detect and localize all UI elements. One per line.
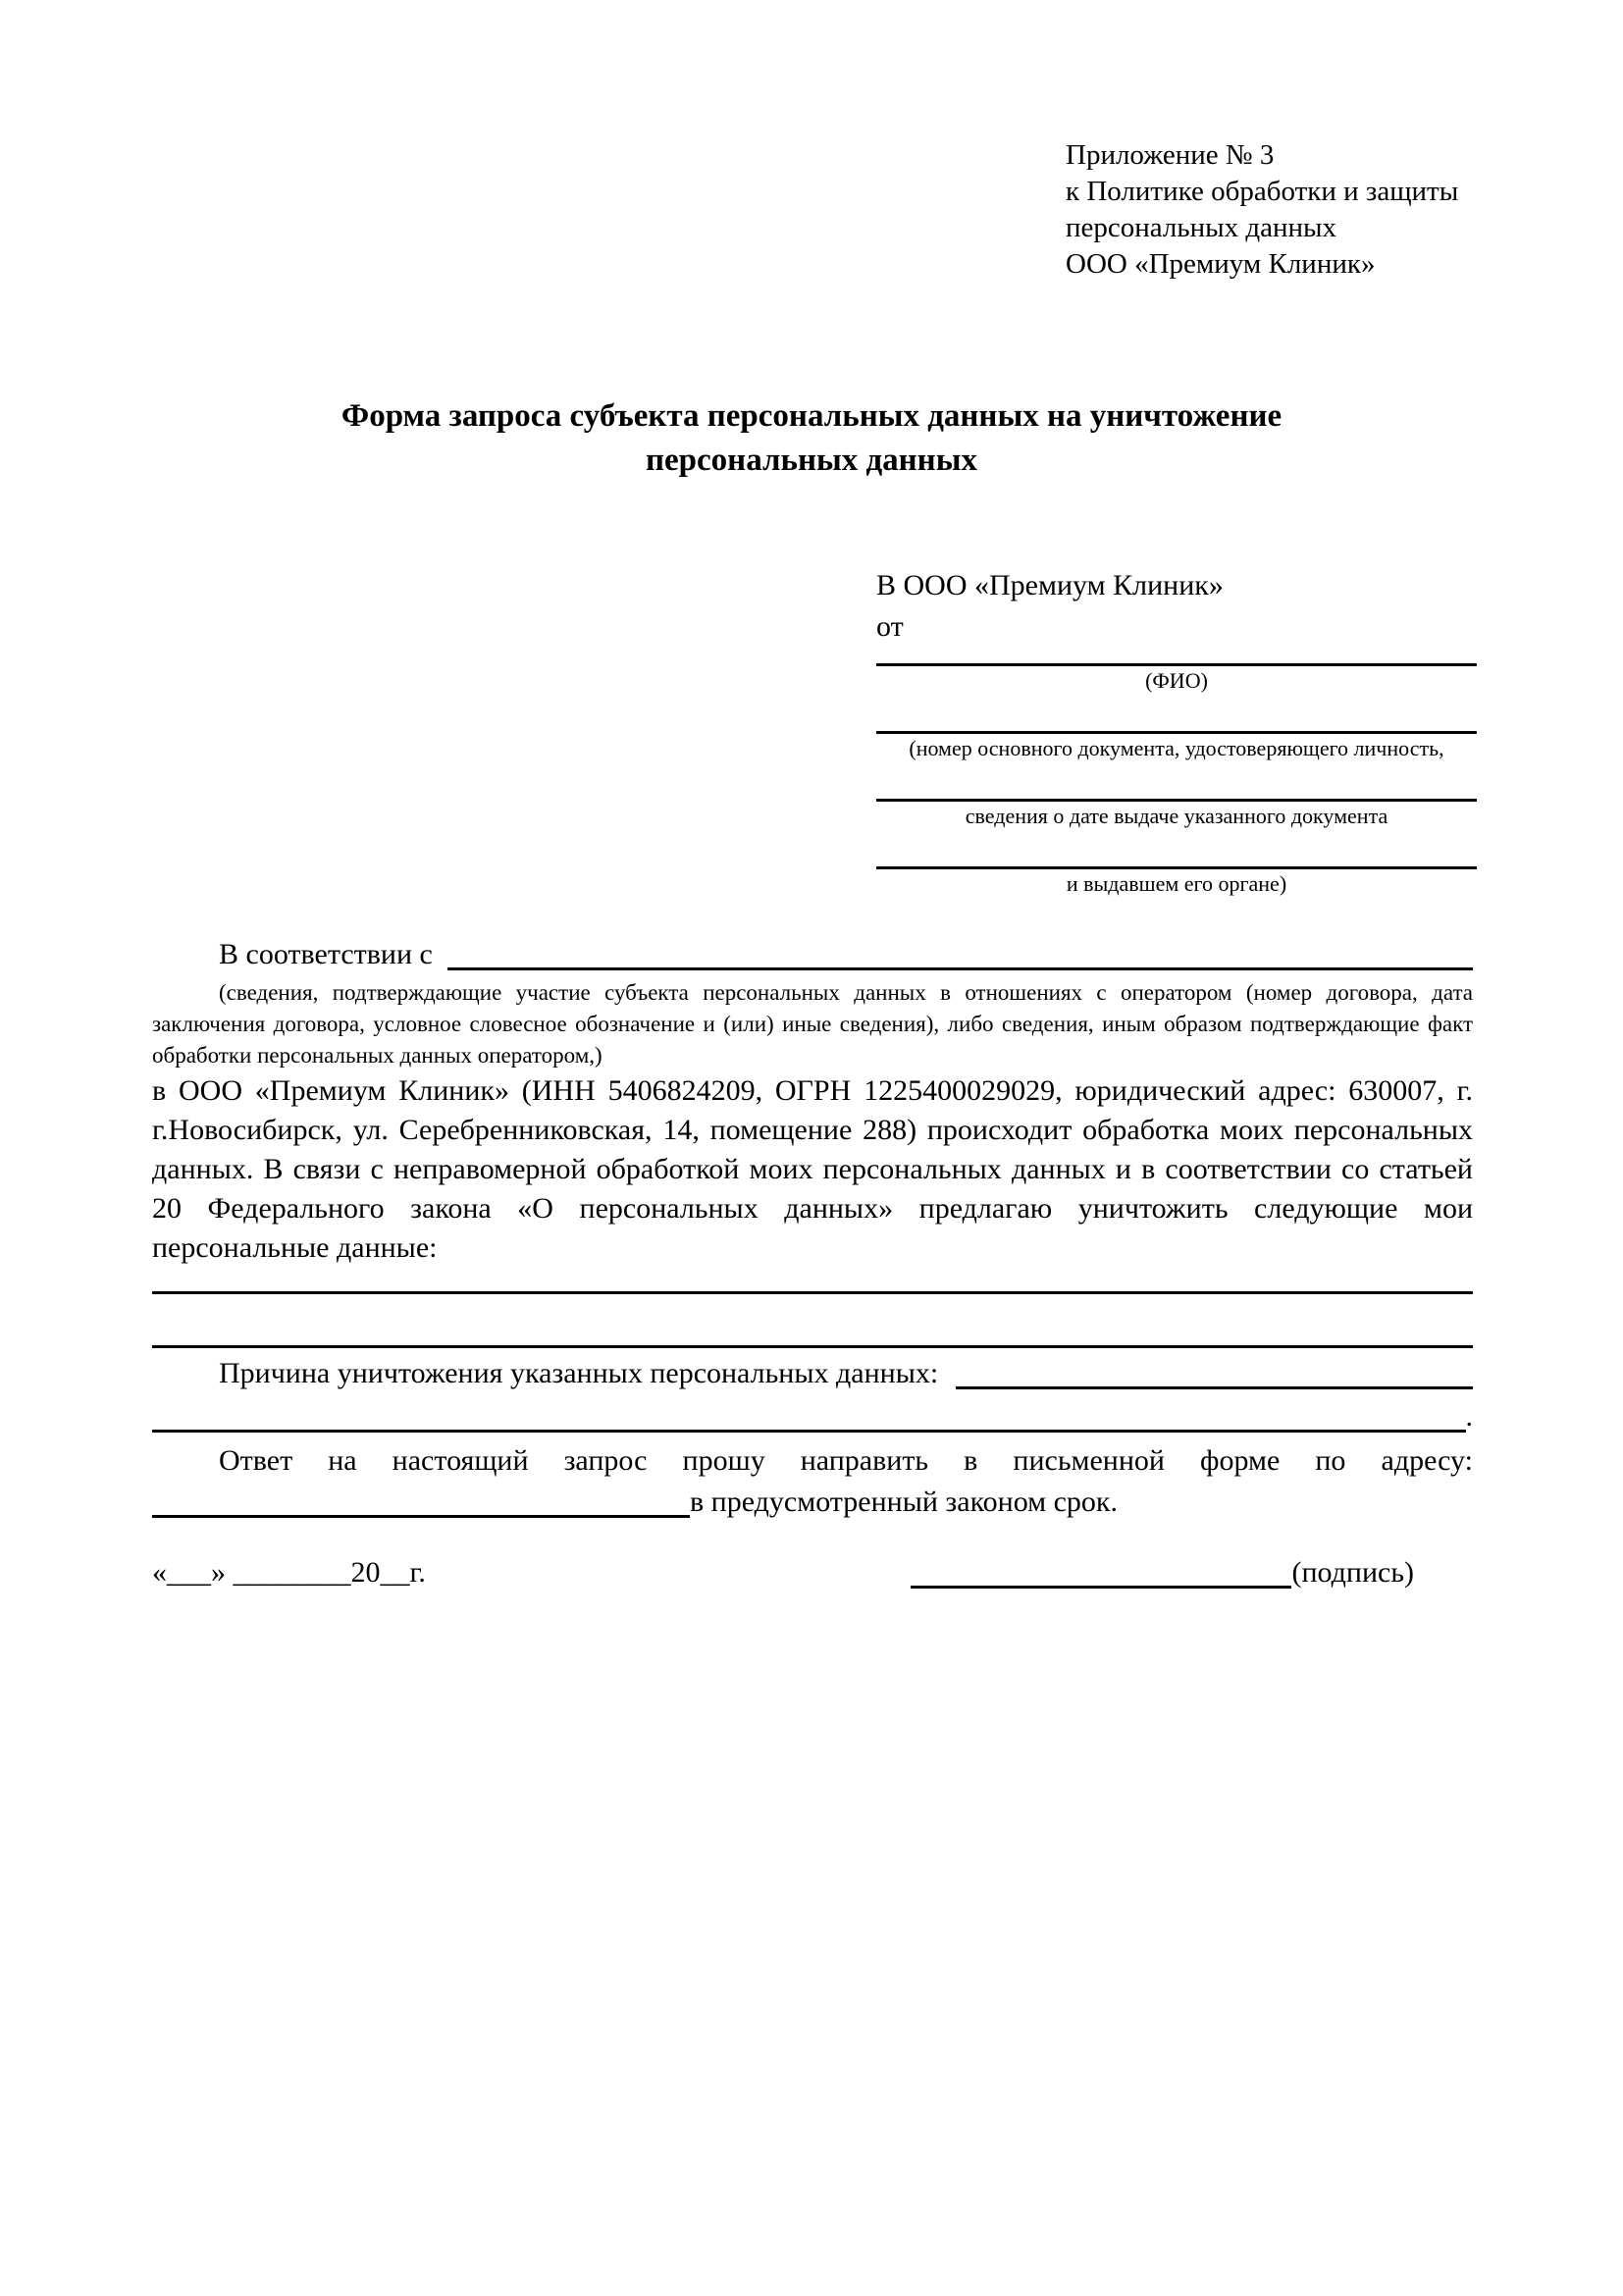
document-number-field-line[interactable] [876,696,1477,734]
document-number-field-caption: (номер основного документа, удостоверяющего личность, [909,736,1444,760]
appendix-header-line: персональных данных [1066,212,1337,243]
document-issue-date-field-line[interactable] [876,763,1477,802]
reason-line-period: . [1465,1400,1473,1433]
reason-field-line-2[interactable] [152,1430,1466,1433]
from-label: от [876,610,904,643]
appendix-header [1066,137,1458,283]
accordance-note: (сведения, подтверждающие участие субъекта персональных данных в отношениях с оператором (номер договора, дата заключения договора, условное словесное обозначение и (или) иные сведения), либо сведения, иным образом подтверждающие факт обработки персональных данных оператором,) [152,980,1473,1068]
addressee-block [876,565,1477,899]
issuing-authority-field-line[interactable] [876,831,1477,869]
accordance-field-line[interactable] [447,967,1473,970]
reason-continuation-row [152,1395,1473,1438]
appendix-header-line: к Политике обработки и защиты [1066,176,1459,207]
signature-caption: (подпись) [1291,1556,1414,1589]
form-title-block [0,394,1623,483]
response-sentence: Ответ на настоящий запрос прошу направить в письменной форме по адресу: [219,1444,1473,1477]
document-issue-date-field-caption: сведения о дате выдаче указанного документа [965,804,1388,828]
address-field-line[interactable] [152,1515,690,1518]
personal-data-field-line-1[interactable] [152,1268,1473,1294]
main-body [152,934,1473,1593]
accordance-prefix: В соответствии с [219,938,441,970]
personal-data-field-line-2[interactable] [152,1294,1473,1348]
response-sentence-suffix: в предусмотренный законом срок. [690,1486,1118,1518]
reason-label: Причина уничтожения указанных персональных данных: [219,1357,946,1389]
accordance-row [152,934,1473,975]
date-field[interactable]: «___» ________20__г. [152,1556,426,1589]
form-title: Форма запроса субъекта персональных данных на уничтожение персональных данных [340,398,1283,478]
fio-field-caption: (ФИО) [1145,668,1208,693]
appendix-header-line: Приложение № 3 [1066,139,1275,171]
addressee-organization: В ООО «Премиум Клиник» [876,569,1224,601]
reason-field-line[interactable] [956,1386,1473,1389]
response-address-row [152,1482,1473,1523]
fio-field-line[interactable] [876,648,1477,666]
main-paragraph: в ООО «Премиум Клиник» (ИНН 5406824209, ОГРН 1225400029029, юридический адрес: 630007, г. г.Новосибирск, ул. Серебренниковская, 14, помещение 288) происходит обработка моих персональных данных. В связи с неправомерной обработкой моих персональных данных и в соответствии со статьей 20 Федерального закона «О персональных данных» предлагаю уничтожить следующие мои персональные данные: [152,1074,1473,1264]
issuing-authority-field-caption: и выдавшем его органе) [1066,871,1287,896]
reason-row [152,1352,1473,1395]
signature-block [911,1552,1414,1593]
signature-field-line[interactable] [911,1586,1291,1589]
footer-row [152,1552,1473,1593]
appendix-header-line: ООО «Премиум Клиник» [1066,248,1376,280]
